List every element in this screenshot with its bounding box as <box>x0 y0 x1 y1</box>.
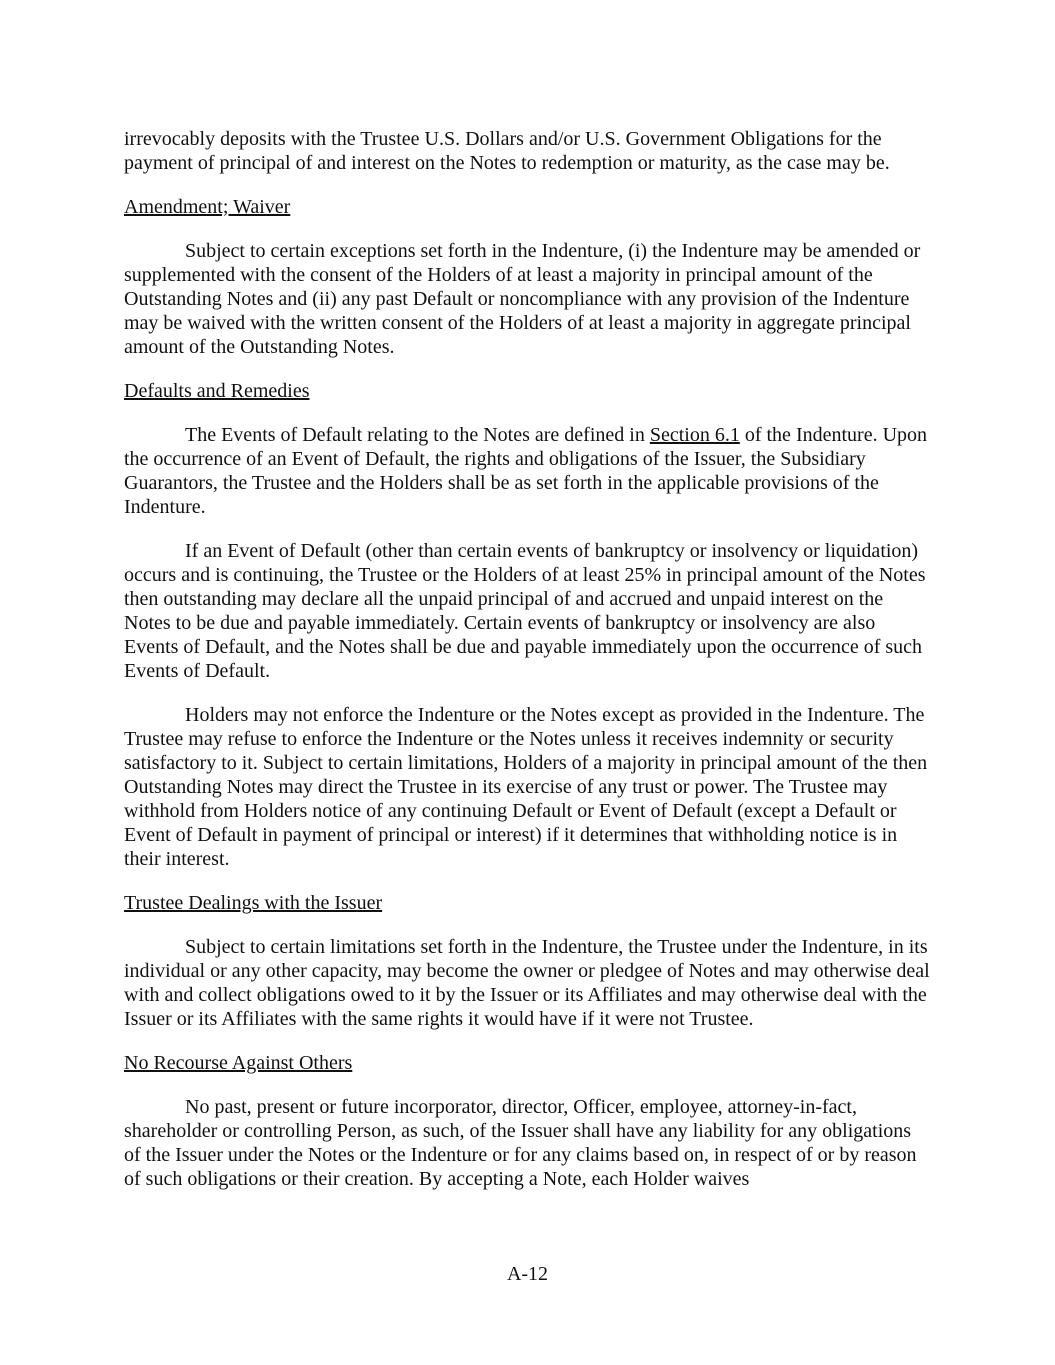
paragraph-text-after-reference: of the Indenture. Upon the occurrence of an Event of Default, the rights and obligations of the Issuer, the Subsidiary Guarantors, the Trustee and the Holders shall be as set forth in the applicable provisions of the Indenture. <box>124 424 928 518</box>
paragraph-defaults-1 <box>124 423 930 519</box>
section-heading-defaults-and-remedies: Defaults and Remedies <box>124 380 310 402</box>
paragraph-trustee-dealings: Subject to certain limitations set forth in the Indenture, the Trustee under the Indenture, in its individual or any other capacity, may become the owner or pledgee of Notes and may otherwise deal with and collect obligations owed to it by the Issuer or its Affiliates and may otherwise deal with the Issuer or its Affiliates with the same rights it would have if it were not Trustee. <box>124 936 930 1030</box>
paragraph-continuation: irrevocably deposits with the Trustee U.S. Dollars and/or U.S. Government Obligations for the payment of principal of and interest on the Notes to redemption or maturity, as the case may be. <box>124 128 890 174</box>
page-number: A-12 <box>506 1263 549 1285</box>
paragraph-amendment-waiver: Subject to certain exceptions set forth in the Indenture, (i) the Indenture may be amended or supplemented with the consent of the Holders of at least a majority in principal amount of the Outstanding Notes and (ii) any past Default or noncompliance with any provision of the Indenture may be waived with the written consent of the Holders of at least a majority in aggregate principal amount of the Outstanding Notes. <box>124 240 921 358</box>
paragraph-text-before-reference: The Events of Default relating to the Notes are defined in <box>185 424 650 446</box>
section-6-1-reference: Section 6.1 <box>649 424 740 446</box>
paragraph-no-recourse: No past, present or future incorporator, director, Officer, employee, attorney-in-fact, shareholder or controlling Person, as such, of the Issuer shall have any liability for any obligations of the Issuer under the Notes or the Indenture or for any claims based on, in respect of or by reason of such obligations or their creation. By accepting a Note, each Holder waives <box>124 1096 917 1190</box>
section-heading-amendment-waiver: Amendment; Waiver <box>124 196 291 218</box>
paragraph-defaults-3: Holders may not enforce the Indenture or the Notes except as provided in the Indenture. The Trustee may refuse to enforce the Indenture or the Notes unless it receives indemnity or security satisfactory to it. Subject to certain limitations, Holders of a majority in principal amount of the then Outstanding Notes may direct the Trustee in its exercise of any trust or power. The Trustee may withhold from Holders notice of any continuing Default or Event of Default (except a Default or Event of Default in payment of principal or interest) if it determines that withholding notice is in their interest. <box>124 704 928 870</box>
section-heading-trustee-dealings: Trustee Dealings with the Issuer <box>124 892 383 914</box>
paragraph-defaults-2: If an Event of Default (other than certain events of bankruptcy or insolvency or liquidation) occurs and is continuing, the Trustee or the Holders of at least 25% in principal amount of the Notes then outstanding may declare all the unpaid principal of and accrued and unpaid interest on the Notes to be due and payable immediately. Certain events of bankruptcy or insolvency are also Events of Default, and the Notes shall be due and payable immediately upon the occurrence of such Events of Default. <box>124 540 926 682</box>
section-heading-no-recourse: No Recourse Against Others <box>124 1052 353 1074</box>
